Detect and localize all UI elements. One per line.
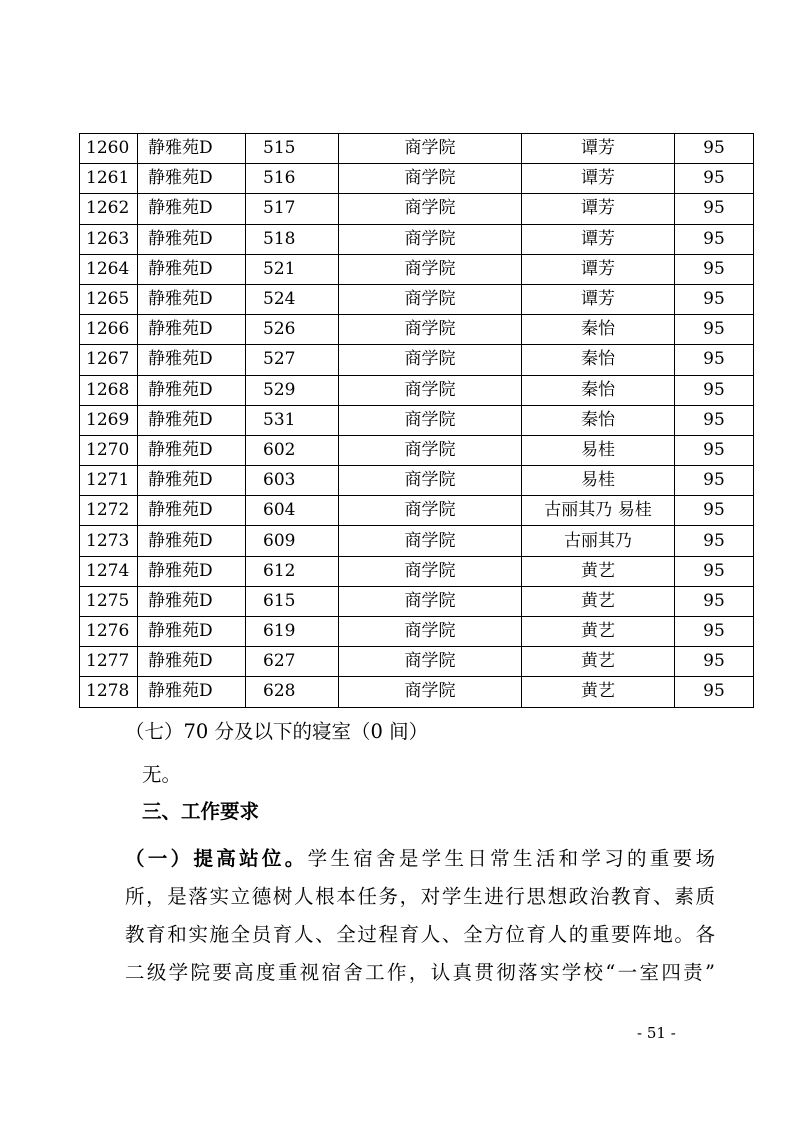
room-number-cell: 531 bbox=[246, 405, 339, 435]
room-number-cell: 602 bbox=[246, 435, 339, 465]
room-number-cell: 615 bbox=[246, 586, 339, 616]
college-name-cell: 商学院 bbox=[339, 315, 522, 345]
room-number-cell: 627 bbox=[246, 647, 339, 677]
room-number-cell: 524 bbox=[246, 284, 339, 314]
section-seven-subheading: （七）70 分及以下的寝室（0 间） bbox=[125, 720, 429, 743]
counselor-name-cell: 秦怡 bbox=[522, 375, 675, 405]
college-name-cell: 商学院 bbox=[339, 647, 522, 677]
table-row bbox=[80, 375, 754, 405]
page-number: - 51 - bbox=[637, 1024, 676, 1042]
table-row bbox=[80, 496, 754, 526]
building-name-cell: 静雅苑D bbox=[138, 254, 246, 284]
building-name-cell: 静雅苑D bbox=[138, 435, 246, 465]
room-number-cell: 603 bbox=[246, 466, 339, 496]
room-number-cell: 516 bbox=[246, 164, 339, 194]
table-row bbox=[80, 556, 754, 586]
row-number-cell: 1273 bbox=[80, 526, 138, 556]
counselor-name-cell: 古丽其乃 易桂 bbox=[522, 496, 675, 526]
row-number-cell: 1266 bbox=[80, 315, 138, 345]
room-number-cell: 517 bbox=[246, 194, 339, 224]
building-name-cell: 静雅苑D bbox=[138, 375, 246, 405]
score-value-cell: 95 bbox=[675, 224, 754, 254]
room-number-cell: 521 bbox=[246, 254, 339, 284]
college-name-cell: 商学院 bbox=[339, 224, 522, 254]
none-text: 无。 bbox=[142, 763, 182, 786]
score-value-cell: 95 bbox=[675, 556, 754, 586]
row-number-cell: 1263 bbox=[80, 224, 138, 254]
counselor-name-cell: 谭芳 bbox=[522, 194, 675, 224]
building-name-cell: 静雅苑D bbox=[138, 496, 246, 526]
table-row bbox=[80, 677, 754, 707]
row-number-cell: 1261 bbox=[80, 164, 138, 194]
score-value-cell: 95 bbox=[675, 496, 754, 526]
row-number-cell: 1264 bbox=[80, 254, 138, 284]
counselor-name-cell: 黄艺 bbox=[522, 677, 675, 707]
score-value-cell: 95 bbox=[675, 586, 754, 616]
table-row bbox=[80, 647, 754, 677]
row-number-cell: 1277 bbox=[80, 647, 138, 677]
building-name-cell: 静雅苑D bbox=[138, 224, 246, 254]
paragraph-line-4: 二级学院要高度重视宿舍工作，认真贯彻落实学校“一室四责” bbox=[125, 961, 715, 984]
room-number-cell: 526 bbox=[246, 315, 339, 345]
table-row bbox=[80, 224, 754, 254]
score-value-cell: 95 bbox=[675, 134, 754, 164]
college-name-cell: 商学院 bbox=[339, 526, 522, 556]
score-value-cell: 95 bbox=[675, 677, 754, 707]
row-number-cell: 1260 bbox=[80, 134, 138, 164]
building-name-cell: 静雅苑D bbox=[138, 556, 246, 586]
table-row bbox=[80, 466, 754, 496]
score-value-cell: 95 bbox=[675, 526, 754, 556]
college-name-cell: 商学院 bbox=[339, 617, 522, 647]
building-name-cell: 静雅苑D bbox=[138, 617, 246, 647]
paragraph-lead: （一）提高站位。 bbox=[125, 847, 308, 870]
room-number-cell: 529 bbox=[246, 375, 339, 405]
table-body bbox=[80, 134, 754, 708]
building-name-cell: 静雅苑D bbox=[138, 164, 246, 194]
college-name-cell: 商学院 bbox=[339, 284, 522, 314]
section-three-heading: 三、工作要求 bbox=[142, 800, 260, 823]
college-name-cell: 商学院 bbox=[339, 496, 522, 526]
building-name-cell: 静雅苑D bbox=[138, 677, 246, 707]
table-row bbox=[80, 315, 754, 345]
counselor-name-cell: 黄艺 bbox=[522, 647, 675, 677]
row-number-cell: 1262 bbox=[80, 194, 138, 224]
table-row bbox=[80, 134, 754, 164]
room-number-cell: 515 bbox=[246, 134, 339, 164]
counselor-name-cell: 秦怡 bbox=[522, 405, 675, 435]
building-name-cell: 静雅苑D bbox=[138, 284, 246, 314]
room-number-cell: 518 bbox=[246, 224, 339, 254]
paragraph-line-3: 教育和实施全员育人、全过程育人、全方位育人的重要阵地。各 bbox=[125, 923, 715, 946]
college-name-cell: 商学院 bbox=[339, 435, 522, 465]
college-name-cell: 商学院 bbox=[339, 134, 522, 164]
score-value-cell: 95 bbox=[675, 254, 754, 284]
row-number-cell: 1270 bbox=[80, 435, 138, 465]
counselor-name-cell: 秦怡 bbox=[522, 315, 675, 345]
table-row bbox=[80, 284, 754, 314]
row-number-cell: 1275 bbox=[80, 586, 138, 616]
room-number-cell: 604 bbox=[246, 496, 339, 526]
room-number-cell: 619 bbox=[246, 617, 339, 647]
row-number-cell: 1271 bbox=[80, 466, 138, 496]
building-name-cell: 静雅苑D bbox=[138, 134, 246, 164]
row-number-cell: 1274 bbox=[80, 556, 138, 586]
counselor-name-cell: 古丽其乃 bbox=[522, 526, 675, 556]
building-name-cell: 静雅苑D bbox=[138, 405, 246, 435]
score-value-cell: 95 bbox=[675, 466, 754, 496]
paragraph-line-1-rest: 学生宿舍是学生日常生活和学习的重要场 bbox=[307, 847, 715, 870]
table-row bbox=[80, 345, 754, 375]
college-name-cell: 商学院 bbox=[339, 556, 522, 586]
score-value-cell: 95 bbox=[675, 164, 754, 194]
score-value-cell: 95 bbox=[675, 617, 754, 647]
building-name-cell: 静雅苑D bbox=[138, 194, 246, 224]
college-name-cell: 商学院 bbox=[339, 375, 522, 405]
work-requirements-paragraph bbox=[125, 840, 715, 992]
score-value-cell: 95 bbox=[675, 647, 754, 677]
counselor-name-cell: 黄艺 bbox=[522, 556, 675, 586]
room-number-cell: 628 bbox=[246, 677, 339, 707]
counselor-name-cell: 易桂 bbox=[522, 466, 675, 496]
college-name-cell: 商学院 bbox=[339, 405, 522, 435]
counselor-name-cell: 黄艺 bbox=[522, 617, 675, 647]
college-name-cell: 商学院 bbox=[339, 254, 522, 284]
table-row bbox=[80, 435, 754, 465]
college-name-cell: 商学院 bbox=[339, 586, 522, 616]
college-name-cell: 商学院 bbox=[339, 345, 522, 375]
table-row bbox=[80, 586, 754, 616]
row-number-cell: 1276 bbox=[80, 617, 138, 647]
counselor-name-cell: 秦怡 bbox=[522, 345, 675, 375]
dormitory-score-table bbox=[79, 133, 754, 708]
building-name-cell: 静雅苑D bbox=[138, 647, 246, 677]
score-value-cell: 95 bbox=[675, 345, 754, 375]
row-number-cell: 1272 bbox=[80, 496, 138, 526]
table-row bbox=[80, 526, 754, 556]
room-number-cell: 527 bbox=[246, 345, 339, 375]
score-value-cell: 95 bbox=[675, 315, 754, 345]
college-name-cell: 商学院 bbox=[339, 466, 522, 496]
row-number-cell: 1267 bbox=[80, 345, 138, 375]
counselor-name-cell: 谭芳 bbox=[522, 224, 675, 254]
row-number-cell: 1278 bbox=[80, 677, 138, 707]
paragraph-line-1 bbox=[125, 840, 715, 878]
building-name-cell: 静雅苑D bbox=[138, 466, 246, 496]
counselor-name-cell: 谭芳 bbox=[522, 284, 675, 314]
paragraph-line-2: 所，是落实立德树人根本任务，对学生进行思想政治教育、素质 bbox=[125, 885, 715, 908]
counselor-name-cell: 谭芳 bbox=[522, 134, 675, 164]
score-value-cell: 95 bbox=[675, 405, 754, 435]
counselor-name-cell: 谭芳 bbox=[522, 164, 675, 194]
counselor-name-cell: 易桂 bbox=[522, 435, 675, 465]
score-value-cell: 95 bbox=[675, 435, 754, 465]
room-number-cell: 612 bbox=[246, 556, 339, 586]
table-row bbox=[80, 405, 754, 435]
building-name-cell: 静雅苑D bbox=[138, 586, 246, 616]
score-value-cell: 95 bbox=[675, 284, 754, 314]
row-number-cell: 1269 bbox=[80, 405, 138, 435]
row-number-cell: 1265 bbox=[80, 284, 138, 314]
building-name-cell: 静雅苑D bbox=[138, 345, 246, 375]
counselor-name-cell: 黄艺 bbox=[522, 586, 675, 616]
score-value-cell: 95 bbox=[675, 194, 754, 224]
college-name-cell: 商学院 bbox=[339, 194, 522, 224]
college-name-cell: 商学院 bbox=[339, 677, 522, 707]
table-row bbox=[80, 617, 754, 647]
table-row bbox=[80, 164, 754, 194]
counselor-name-cell: 谭芳 bbox=[522, 254, 675, 284]
building-name-cell: 静雅苑D bbox=[138, 315, 246, 345]
room-number-cell: 609 bbox=[246, 526, 339, 556]
table-row bbox=[80, 194, 754, 224]
row-number-cell: 1268 bbox=[80, 375, 138, 405]
college-name-cell: 商学院 bbox=[339, 164, 522, 194]
building-name-cell: 静雅苑D bbox=[138, 526, 246, 556]
score-value-cell: 95 bbox=[675, 375, 754, 405]
table-row bbox=[80, 254, 754, 284]
